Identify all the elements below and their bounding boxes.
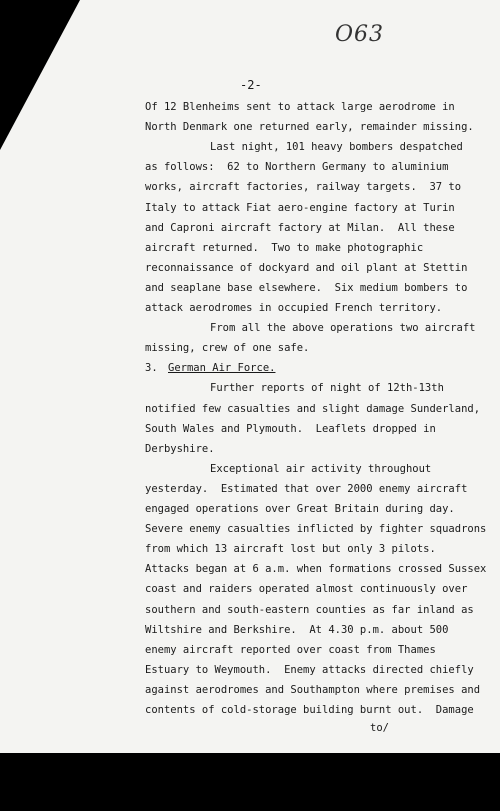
text-line: North Denmark one returned early, remainder missing. [145, 121, 474, 134]
text-line: enemy aircraft reported over coast from Thames [145, 643, 436, 656]
section-number: 3. [145, 362, 158, 375]
text-line: missing, crew of one safe. [145, 342, 310, 355]
text-line: Derbyshire. [145, 442, 215, 455]
text-line: engaged operations over Great Britain during day. [145, 503, 455, 515]
section-heading: German Air Force. [168, 362, 276, 375]
text-line: coast and raiders operated almost continuously over [145, 583, 468, 596]
text-line: South Wales and Plymouth. Leaflets dropped in [145, 422, 436, 435]
text-line: Last night, 101 heavy bombers despatched [210, 141, 463, 154]
text-line: Wiltshire and Berkshire. At 4.30 p.m. about 500 [145, 623, 449, 636]
catchword: to/ [370, 722, 389, 734]
text-line: reconnaissance of dockyard and oil plant at Stettin [145, 261, 468, 274]
text-line: attack aerodromes in occupied French territory. [145, 302, 443, 314]
text-line: aircraft returned. Two to make photographic [145, 241, 424, 254]
text-line: against aerodromes and Southampton where premises and [145, 683, 481, 696]
text-line: Exceptional air activity throughout [210, 462, 432, 475]
text-line: notified few casualties and slight damage Sunderland, [145, 402, 481, 415]
text-line: From all the above operations two aircraft [210, 322, 476, 335]
scan-corner-shadow [0, 0, 80, 150]
text-line: Estuary to Weymouth. Enemy attacks directed chiefly [145, 663, 474, 676]
text-line: Of 12 Blenheims sent to attack large aerodrome in [145, 101, 455, 113]
text-line: and Caproni aircraft factory at Milan. All these [145, 221, 455, 234]
text-line: Severe enemy casualties inflicted by fighter squadrons [145, 523, 487, 536]
text-line: and seaplane base elsewhere. Six medium bombers to [145, 281, 468, 294]
text-line: Italy to attack Fiat aero-engine factory at Turin [145, 201, 455, 214]
text-line: from which 13 aircraft lost but only 3 pilots. [145, 543, 436, 556]
scan-bottom-shadow [0, 753, 500, 811]
text-line: Attacks began at 6 a.m. when formations crossed Sussex [145, 563, 487, 576]
handwritten-reference: O63 [335, 22, 385, 47]
page-number: -2- [240, 78, 262, 92]
text-line: works, aircraft factories, railway targets. 37 to [145, 181, 462, 194]
text-line: yesterday. Estimated that over 2000 enemy aircraft [145, 482, 468, 495]
text-line: as follows: 62 to Northern Germany to aluminium [145, 161, 449, 174]
text-line: southern and south-eastern counties as far inland as [145, 603, 474, 616]
text-line: contents of cold-storage building burnt out. Damage [145, 704, 474, 716]
text-line: Further reports of night of 12th-13th [210, 382, 444, 395]
